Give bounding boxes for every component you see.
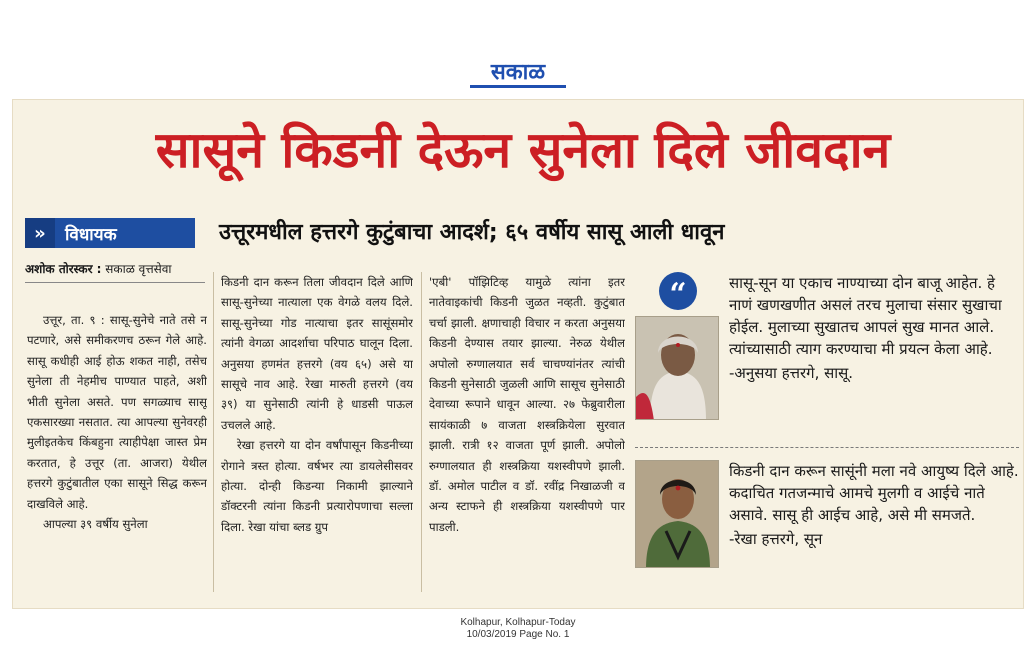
double-chevron-right-icon: »: [25, 218, 55, 248]
newspaper-masthead: [470, 56, 566, 86]
person-icon: [636, 461, 719, 568]
article-column-2: [221, 272, 413, 592]
section-tag-label: विधायक: [65, 224, 117, 245]
article-column-3: [429, 272, 625, 592]
quote-daughter-in-law: [729, 460, 1019, 580]
page-footer: [420, 617, 616, 641]
quote-icon: “: [659, 272, 697, 310]
subheadline: उत्तूरमधील हत्तरगे कुटुंबाचा आदर्श; ६५ वर्षीय सासू आली धावून: [219, 220, 725, 245]
masthead-underline: [470, 85, 566, 88]
byline-divider: [25, 282, 205, 283]
article-paragraph: उत्तूर, ता. ९ : सासू-सुनेचे नाते तसे न पटणारे, असे समीकरणच ठरून गेले आहे. सासू कधीही आई होऊ शकत नाही, तसेच सुनेला ती नेहमीच पाण्यात पाहते, अशी भीती सुनेला असते. पण सगळ्याच सासू एकसारख्या नसतात. त्या आपल्या सुनेवरही मुलीइतकेच किंबहुना त्याहीपेक्षा जास्त प्रेम करतात, हे उत्तूर (ता. आजरा) येथील हत्तरगे कुटुंबातील एका सासूने सिद्ध करून दाखविले आहे.: [27, 313, 207, 511]
headline: सासूने किडनी देऊन सुनेला दिले जीवदान: [155, 121, 891, 179]
quote-text: सासू-सून या एकाच नाण्याच्या दोन बाजू आहेत. हे नाणं खणखणीत असलं तरच मुलाचा संसार सुखाचा होईल. मुलाच्या सुखातच आपलं सुख मानत आले. त्यांच्यासाठी त्याग करण्याचा मी प्रयत्न केला आहे.: [729, 274, 1002, 358]
article-paragraph: किडनी दान करून तिला जीवदान दिले आणि सासू-सुनेच्या नात्याला एक वेगळे वलय दिले. सासू-सुनेच्या गोड नात्याचा इतर सासूंसमोर त्यांनी वेगळा आदर्शाचा परिपाठ घालून दिला. अनुसया हणमंत हत्तरगे (वय ६५) असे या सासूचे नाव आहे. रेखा मारुती हत्तरगे (वय ३९) या सुनेसाठी त्यांनी हे धाडसी पाऊल उचलले आहे.: [221, 275, 413, 432]
article-column-1: [27, 310, 207, 592]
newspaper-clipping: [12, 99, 1024, 609]
byline: [25, 260, 205, 278]
footer-date-page: 10/03/2019 Page No. 1: [466, 629, 570, 640]
column-divider: [421, 272, 422, 592]
quote-signature: -अनुसया हत्तरगे, सासू.: [729, 364, 854, 382]
article-paragraph: रेखा हत्तरगे या दोन वर्षांपासून किडनीच्या रोगाने त्रस्त होत्या. वर्षभर त्या डायलेसीसवर होत्या. दोन्ही किडन्या निकामी झाल्याने डॉक्टरनी त्यांना किडनी प्रत्यारोपणाचा सल्ला दिला. रेखा यांचा ब्लड ग्रुप: [221, 438, 413, 534]
quote-signature: -रेखा हत्तरगे, सून: [729, 530, 823, 548]
footer-edition: Kolhapur, Kolhapur-Today: [460, 617, 576, 628]
section-tag: [25, 218, 195, 248]
portrait-photo-mother-in-law: [635, 316, 719, 420]
column-divider: [213, 272, 214, 592]
person-icon: [636, 317, 719, 420]
masthead-title: सकाळ: [490, 60, 546, 85]
quote-divider: [635, 447, 1019, 448]
portrait-photo-daughter-in-law: [635, 460, 719, 568]
byline-agency: सकाळ वृत्तसेवा: [105, 262, 172, 276]
article-paragraph: आपल्या ३९ वर्षीय सुनेला: [43, 517, 148, 532]
article-paragraph: 'एबी' पॉझिटिव्ह यामुळे त्यांना इतर नातेवाइकांची किडनी जुळत नव्हती. कुटुंबात चर्चा झाली. क्षणाचाही विचार न करता अनुसया किडनी देण्यास तयार झाल्या. नेरुळ येथील अपोलो रुग्णालयात सर्व चाचण्यांनंतर त्यांची किडनी सुनेसाठी जुळली आणि सासूच सुनेसाठी देवाच्या रूपाने धावून आल्या. २७ फेब्रुवारीला सायंकाळी ७ वाजता शस्त्रक्रियेला सुरवात झाली. रात्री १२ वाजता पूर्ण झाली. अपोलो रुग्णालयात ही शस्त्रक्रिया यशस्वीपणे झाली. डॉ. अमोल पाटील व डॉ. रवींद्र निखाळजी व अन्य स्टाफने ही शस्त्रक्रिया यशस्वीपणे पार पाडली.: [429, 275, 625, 534]
quote-mother-in-law: [729, 272, 1019, 422]
byline-author: अशोक तोरस्कर :: [25, 262, 102, 276]
quote-text: किडनी दान करून सासूंनी मला नवे आयुष्य दिले आहे. कदाचित गतजन्माचे आमचे मुलगी व आईचे नाते असावे. सासू ही आईच आहे, असे मी समजते.: [729, 462, 1019, 524]
